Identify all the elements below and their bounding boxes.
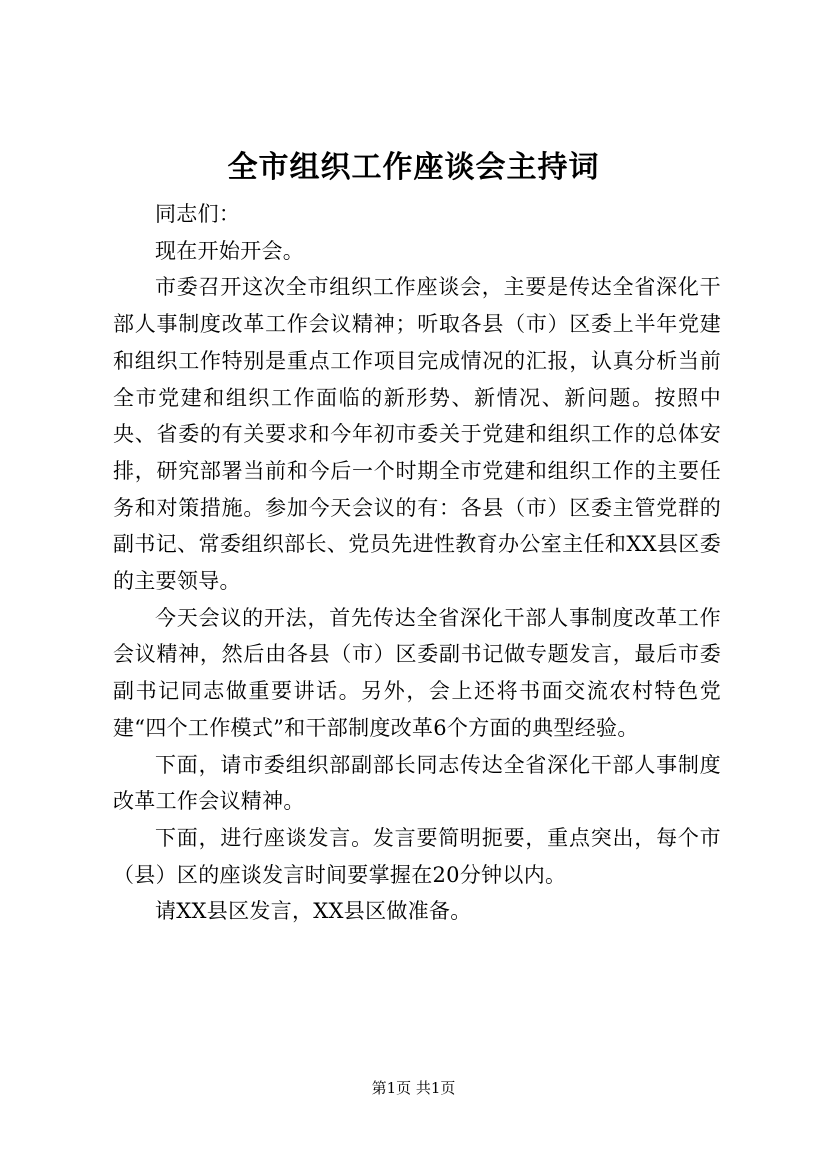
paragraph-salutation: 同志们： [155, 202, 241, 226]
page-footer: 第1页 共1页 [371, 1079, 456, 1097]
document-title: 全市组织工作座谈会主持词 [227, 150, 600, 185]
paragraph-opening: 现在开始开会。 [155, 238, 305, 263]
document-body [113, 196, 721, 930]
paragraph-speaker-call: 请XX县区发言，XX县区做准备。 [155, 899, 472, 924]
paragraph-first-item: 下面，请市委组织部副部长同志传达全省深化干部人事制度改革工作会议精神。 [113, 752, 721, 814]
paragraph-purpose: 市委召开这次全市组织工作座谈会，主要是传达全省深化干部人事制度改革工作会议精神；听取各县（市）区委上半年党建和组织工作特别是重点工作项目完成情况的汇报，认真分析当前全市党建和组织工作面临的新形势、新情况、新问题。按照中央、省委的有关要求和今年初市委关于党建和组织工作的总体安排，研究部署当前和今后一个时期全市党建和组织工作的主要任务和对策措施。参加今天会议的有：各县（市）区委主管党群的副书记、常委组织部长、党员先进性教育办公室主任和XX县区委的主要领导。 [113, 275, 721, 594]
paragraph-discussion: 下面，进行座谈发言。发言要简明扼要，重点突出，每个市（县）区的座谈发言时间要掌握在20分钟以内。 [113, 825, 721, 887]
paragraph-agenda: 今天会议的开法，首先传达全省深化干部人事制度改革工作会议精神，然后由各县（市）区委副书记做专题发言，最后市委副书记同志做重要讲话。另外，会上还将书面交流农村特色党建“四个工作模式”和干部制度改革6个方面的典型经验。 [113, 605, 721, 740]
